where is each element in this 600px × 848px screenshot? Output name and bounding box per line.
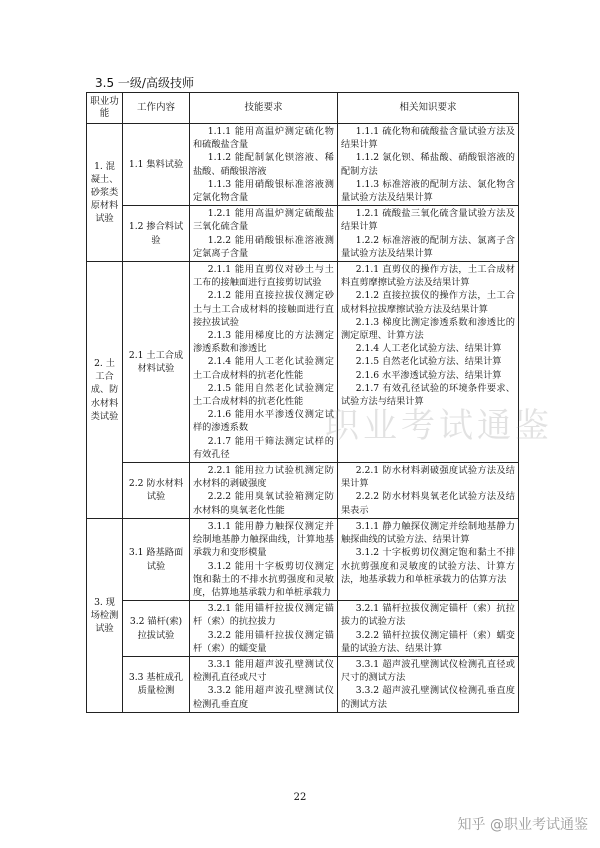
skill-item: 1.2.1 能用高温炉测定硫酸盐三氧化硫含量: [193, 208, 334, 233]
work-content-cell: 2.1 土工合成材料试验: [123, 262, 190, 463]
watermark-center: 职业考试通鉴: [325, 406, 553, 446]
knowledge-item: 1.1.3 标准溶液的配制方法、氯化物含量试验方法及结果计算: [341, 178, 515, 204]
header-skill: 技能要求: [190, 93, 338, 124]
knowledge-item: 2.2.2 防水材料臭氧老化试验方法及结果表示: [341, 491, 515, 516]
knowledge-item: 1.1.2 氯化钡、稀盐酸、硝酸银溶液的配制方法: [341, 152, 515, 177]
knowledge-item: 2.1.5 自然老化试验方法、结果计算: [355, 356, 502, 368]
work-content-cell: 1.1 集料试验: [123, 124, 190, 206]
skill-item: 2.2.2 能用臭氧试验箱测定防水材料的臭氧老化性能: [193, 491, 334, 516]
knowledge-item: 3.3.1 超声波孔壁测试仪检测孔直径或尺寸的测试方法: [341, 658, 515, 684]
knowledge-item: 3.1.2 十字板剪切仪测定饱和黏土不排水抗剪强度和灵敏度的试验方法、计算方法，地基承载力和单桩承载力的估算方法: [341, 547, 515, 585]
skill-item: 2.1.2 能用直接拉拔仪测定砂土与土工合成材料的接触面进行直接拉拔试验: [193, 290, 334, 328]
skill-item: 1.1.1 能用高温炉测定硫化物和硫酸盐含量: [193, 126, 334, 151]
knowledge-item: 3.2.1 锚杆拉拔仪测定锚杆（索）抗拉拔力的试验方法: [341, 603, 515, 628]
header-work: 工作内容: [123, 93, 190, 124]
work-content-cell: 3.2 锚杆(索)拉拔试验: [123, 601, 190, 657]
work-content-cell: 1.2 掺合料试验: [123, 206, 190, 262]
work-content-cell: 2.2 防水材料试验: [123, 463, 190, 519]
skill-item: 2.1.7 能用干筛法测定试样的有效孔径: [193, 435, 334, 460]
skill-item: 3.1.1 能用静力触探仪测定并绘制地基静力触探曲线，计算地基承载力和变形模量: [193, 520, 334, 559]
skill-item: 3.2.1 能用锚杆拉拔仪测定锚杆（索）的抗拉拔力: [193, 603, 334, 628]
page-number: 22: [293, 792, 307, 803]
table-row: [87, 518, 519, 600]
knowledge-item: 2.1.6 水平渗透试验方法、结果计算: [355, 369, 502, 381]
knowledge-item: 3.1.1 静力触探仪测定并绘制地基静力触探曲线的试验方法、结果计算: [341, 520, 515, 546]
knowledge-item: 3.3.2 超声波孔壁测试仪检测孔垂直度的测试方法: [341, 685, 515, 710]
knowledge-requirement-cell: [338, 518, 519, 600]
knowledge-item: 2.1.2 直接拉拔仪的操作方法，土工合成材料拉拔摩擦试验方法及结果计算: [341, 290, 515, 315]
skill-requirement-cell: [190, 206, 338, 262]
skill-item: 2.1.4 能用人工老化试验测定土工合成材料的抗老化性能: [193, 356, 334, 381]
skill-item: 2.2.1 能用拉力试验机测定防水材料的剥破强度: [193, 465, 334, 490]
work-content-cell: 3.3 基桩成孔质量检测: [123, 656, 190, 712]
knowledge-item: 2.1.4 人工老化试验方法、结果计算: [355, 343, 502, 355]
skill-item: 1.1.2 能配制氯化钡溶液、稀盐酸、硝酸银溶液: [193, 152, 334, 177]
knowledge-item: 2.1.3 梯度比测定渗透系数和渗透比的测定原理、计算方法: [341, 316, 515, 342]
table-row: [87, 656, 519, 712]
knowledge-requirement-cell: [338, 601, 519, 657]
function-cell: 2. 土工合成、防水材料类试验: [87, 262, 123, 519]
skill-item: 3.2.2 能用锚杆拉拔仪测定锚杆（索）的蠕变量: [193, 629, 334, 654]
table-row: [87, 124, 519, 206]
knowledge-requirement-cell: [338, 124, 519, 206]
knowledge-item: 2.2.1 防水材料剥破强度试验方法及结果计算: [341, 465, 515, 490]
function-cell: 1. 混凝土、砂浆类原材料试验: [87, 124, 123, 262]
skill-requirement-cell: [190, 463, 338, 519]
table-header-row: [87, 93, 519, 124]
skill-item: 3.1.2 能用十字板剪切仪测定饱和黏土的不排水抗剪强度和灵敏度，估算地基承载力和单桩承载力: [193, 560, 334, 598]
section-title: 3.5 一级/高级技师: [95, 76, 194, 90]
skill-item: 2.1.5 能用自然老化试验测定土工合成材料的抗老化性能: [193, 382, 334, 408]
knowledge-item: 1.2.2 标准溶液的配制方法、氯离子含量试验方法及结果计算: [341, 234, 515, 259]
skill-requirement-cell: [190, 656, 338, 712]
knowledge-requirement-cell: [338, 206, 519, 262]
skill-item: 2.1.6 能用水平渗透仪测定试样的渗透系数: [193, 409, 334, 434]
skill-requirement-cell: [190, 518, 338, 600]
skill-item: 2.1.3 能用梯度比的方法测定渗透系数和渗透比: [193, 330, 334, 355]
header-knowledge: 相关知识要求: [338, 93, 519, 124]
function-cell: 3. 现场检测试验: [87, 518, 123, 712]
skill-item: 2.1.1 能用直剪仪对砂土与土工布的接触面进行直接剪切试验: [193, 264, 334, 289]
skill-requirement-cell: [190, 124, 338, 206]
skill-requirement-cell: [190, 262, 338, 463]
header-function: 职业功能: [87, 93, 123, 124]
knowledge-item: 1.2.1 硫酸盐三氧化硫含量试验方法及结果计算: [341, 208, 515, 233]
skill-item: 3.3.2 能用超声波孔壁测试仪检测孔垂直度: [193, 685, 334, 710]
knowledge-item: 2.1.7 有效孔径试验的环境条件要求、试验方法与结果计算: [341, 382, 515, 408]
skill-item: 1.1.3 能用硝酸银标准溶液测定氯化物含量: [193, 178, 334, 204]
knowledge-requirement-cell: [338, 463, 519, 519]
knowledge-requirement-cell: [338, 656, 519, 712]
table-row: [87, 206, 519, 262]
work-content-cell: 3.1 路基路面试验: [123, 518, 190, 600]
knowledge-item: 2.1.1 直剪仪的操作方法，土工合成材料直剪摩擦试验方法及结果计算: [341, 264, 515, 289]
table-row: [87, 601, 519, 657]
knowledge-item: 1.1.1 硫化物和硫酸盐含量试验方法及结果计算: [341, 126, 515, 151]
skill-item: 1.2.2 能用硝酸银标准溶液测定氯离子含量: [193, 234, 334, 259]
skill-requirement-cell: [190, 601, 338, 657]
skill-item: 3.3.1 能用超声波孔壁测试仪检测孔直径或尺寸: [193, 658, 334, 684]
knowledge-item: 3.2.2 锚杆拉拔仪测定锚杆（索）蠕变量的试验方法、结果计算: [341, 629, 515, 654]
table-row: [87, 463, 519, 519]
watermark-corner: 知乎 @职业考试通鉴: [457, 817, 588, 833]
